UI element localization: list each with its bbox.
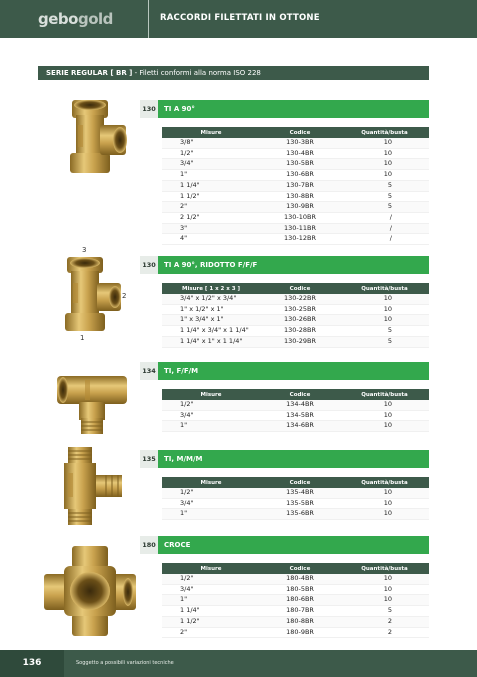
cell-size: 3/4" bbox=[162, 410, 260, 421]
section-header bbox=[140, 536, 429, 554]
section-title: CROCE bbox=[158, 536, 429, 554]
column-header-qty: Quantità/busta bbox=[340, 127, 429, 138]
cell-code: 180-8BR bbox=[260, 616, 340, 627]
cell-size: 2" bbox=[162, 627, 260, 638]
cell-qty: 10 bbox=[340, 315, 429, 326]
cell-qty: 5 bbox=[340, 191, 429, 202]
section-title: TI, M/M/M bbox=[158, 450, 429, 468]
cell-code: 180-5BR bbox=[260, 584, 340, 595]
cell-code: 130-22BR bbox=[260, 294, 340, 304]
cell-qty: 5 bbox=[340, 180, 429, 191]
column-header-size: Misure bbox=[162, 389, 260, 400]
cell-qty: 10 bbox=[340, 574, 429, 584]
cell-size: 4" bbox=[162, 234, 260, 245]
cell-code: 130-7BR bbox=[260, 180, 340, 191]
page-header bbox=[0, 0, 477, 38]
column-header-size: Misure bbox=[162, 127, 260, 138]
table-row bbox=[162, 627, 429, 638]
cell-qty: 10 bbox=[340, 170, 429, 181]
tee-ffm-fitting-image bbox=[55, 368, 130, 438]
tee-fitting-image bbox=[50, 95, 130, 180]
cell-qty: 10 bbox=[340, 584, 429, 595]
cell-qty: 2 bbox=[340, 627, 429, 638]
product-table bbox=[162, 389, 429, 432]
table-row bbox=[162, 498, 429, 509]
table-row bbox=[162, 234, 429, 245]
table-row bbox=[162, 421, 429, 432]
section-code: 130 bbox=[140, 100, 158, 118]
cell-size: 3/8" bbox=[162, 138, 260, 148]
cell-size: 2 1/2" bbox=[162, 212, 260, 223]
section-title: TI, F/F/M bbox=[158, 362, 429, 380]
section-header bbox=[140, 450, 429, 468]
footer-note: Soggetto a possibili variazioni tecniche bbox=[76, 660, 174, 666]
logo-right: gold bbox=[77, 10, 113, 28]
table-row bbox=[162, 326, 429, 337]
table-row bbox=[162, 606, 429, 617]
column-header-qty: Quantità/busta bbox=[340, 563, 429, 574]
column-header-qty: Quantità/busta bbox=[340, 389, 429, 400]
table-row bbox=[162, 488, 429, 498]
callout-1: 1 bbox=[80, 334, 85, 342]
cell-size: 1/2" bbox=[162, 148, 260, 159]
cell-size: 1" bbox=[162, 170, 260, 181]
table-row bbox=[162, 138, 429, 148]
cell-size: 1 1/4" x 3/4" x 1 1/4" bbox=[162, 326, 260, 337]
cell-size: 1 1/4" bbox=[162, 180, 260, 191]
table-header-row bbox=[162, 283, 429, 294]
series-banner bbox=[38, 66, 429, 80]
table-row bbox=[162, 202, 429, 213]
cell-size: 1/2" bbox=[162, 488, 260, 498]
cell-size: 2" bbox=[162, 202, 260, 213]
cell-qty: / bbox=[340, 234, 429, 245]
product-section bbox=[140, 450, 429, 518]
cell-size: 1 1/2" bbox=[162, 191, 260, 202]
cell-code: 130-26BR bbox=[260, 315, 340, 326]
cell-qty: 10 bbox=[340, 138, 429, 148]
cell-code: 130-4BR bbox=[260, 148, 340, 159]
cell-code: 134-5BR bbox=[260, 410, 340, 421]
cell-qty: 10 bbox=[340, 148, 429, 159]
table-header-row bbox=[162, 389, 429, 400]
cell-qty: 5 bbox=[340, 326, 429, 337]
cell-size: 1" x 3/4" x 1" bbox=[162, 315, 260, 326]
cell-qty: 5 bbox=[340, 336, 429, 347]
table-row bbox=[162, 191, 429, 202]
table-row bbox=[162, 410, 429, 421]
cell-qty: 10 bbox=[340, 509, 429, 520]
cell-qty: 10 bbox=[340, 159, 429, 170]
table-row bbox=[162, 400, 429, 410]
table-row bbox=[162, 148, 429, 159]
column-header-code: Codice bbox=[260, 477, 340, 488]
table-row bbox=[162, 616, 429, 627]
cross-fitting-image bbox=[42, 544, 137, 639]
cell-qty: 5 bbox=[340, 202, 429, 213]
cell-size: 1 1/4" x 1" x 1 1/4" bbox=[162, 336, 260, 347]
brand-logo bbox=[38, 10, 113, 28]
column-header-code: Codice bbox=[260, 283, 340, 294]
cell-size: 3/4" x 1/2" x 3/4" bbox=[162, 294, 260, 304]
cell-code: 130-11BR bbox=[260, 223, 340, 234]
cell-qty: 10 bbox=[340, 595, 429, 606]
cell-code: 135-6BR bbox=[260, 509, 340, 520]
page-number: 136 bbox=[0, 650, 64, 677]
cell-code: 130-6BR bbox=[260, 170, 340, 181]
cell-size: 1/2" bbox=[162, 574, 260, 584]
section-code: 180 bbox=[140, 536, 158, 554]
product-table bbox=[162, 127, 429, 245]
cell-code: 130-8BR bbox=[260, 191, 340, 202]
section-header bbox=[140, 100, 429, 118]
callout-3: 3 bbox=[82, 246, 87, 254]
cell-size: 1 1/4" bbox=[162, 606, 260, 617]
cell-code: 135-4BR bbox=[260, 488, 340, 498]
cell-size: 1" bbox=[162, 509, 260, 520]
product-table bbox=[162, 283, 429, 348]
table-row bbox=[162, 212, 429, 223]
cell-code: 180-9BR bbox=[260, 627, 340, 638]
product-table bbox=[162, 563, 429, 638]
cell-qty: 10 bbox=[340, 304, 429, 315]
cell-code: 134-6BR bbox=[260, 421, 340, 432]
cell-code: 130-3BR bbox=[260, 138, 340, 148]
column-header-code: Codice bbox=[260, 127, 340, 138]
tee-mmm-fitting-image bbox=[58, 445, 128, 530]
section-code: 134 bbox=[140, 362, 158, 380]
page-footer bbox=[0, 650, 477, 677]
column-header-code: Codice bbox=[260, 563, 340, 574]
table-row bbox=[162, 595, 429, 606]
logo-left: gebo bbox=[38, 10, 78, 28]
table-row bbox=[162, 584, 429, 595]
cell-size: 3/4" bbox=[162, 159, 260, 170]
cell-qty: 10 bbox=[340, 400, 429, 410]
table-row bbox=[162, 574, 429, 584]
reduced-tee-fitting-image bbox=[55, 255, 125, 335]
product-section bbox=[140, 256, 429, 345]
cell-code: 130-25BR bbox=[260, 304, 340, 315]
series-label: SERIE REGULAR [ BR ] bbox=[46, 69, 133, 77]
page-title: RACCORDI FILETTATI IN OTTONE bbox=[160, 13, 320, 23]
header-divider bbox=[148, 0, 149, 38]
cell-code: 180-7BR bbox=[260, 606, 340, 617]
cell-code: 130-5BR bbox=[260, 159, 340, 170]
cell-size: 1" bbox=[162, 421, 260, 432]
table-row bbox=[162, 180, 429, 191]
column-header-size: Misure bbox=[162, 563, 260, 574]
cell-qty: 10 bbox=[340, 421, 429, 432]
cell-qty: 10 bbox=[340, 498, 429, 509]
column-header-qty: Quantità/busta bbox=[340, 283, 429, 294]
callout-2: 2 bbox=[122, 292, 127, 300]
cell-code: 130-28BR bbox=[260, 326, 340, 337]
cell-size: 3/4" bbox=[162, 498, 260, 509]
section-header bbox=[140, 362, 429, 380]
table-row bbox=[162, 223, 429, 234]
cell-size: 3" bbox=[162, 223, 260, 234]
column-header-code: Codice bbox=[260, 389, 340, 400]
section-header bbox=[140, 256, 429, 274]
cell-code: 130-10BR bbox=[260, 212, 340, 223]
cell-size: 1" bbox=[162, 595, 260, 606]
cell-code: 134-4BR bbox=[260, 400, 340, 410]
cell-qty: 2 bbox=[340, 616, 429, 627]
cell-size: 1 1/2" bbox=[162, 616, 260, 627]
cell-size: 3/4" bbox=[162, 584, 260, 595]
cell-size: 1" x 1/2" x 1" bbox=[162, 304, 260, 315]
cell-qty: 10 bbox=[340, 294, 429, 304]
section-code: 130 bbox=[140, 256, 158, 274]
product-table bbox=[162, 477, 429, 520]
section-title: TI A 90°, RIDOTTO F/F/F bbox=[158, 256, 429, 274]
cell-qty: / bbox=[340, 212, 429, 223]
cell-qty: 5 bbox=[340, 606, 429, 617]
cell-qty: 10 bbox=[340, 488, 429, 498]
product-section bbox=[140, 362, 429, 430]
table-row bbox=[162, 170, 429, 181]
cell-code: 135-5BR bbox=[260, 498, 340, 509]
section-code: 135 bbox=[140, 450, 158, 468]
cell-code: 130-12BR bbox=[260, 234, 340, 245]
cell-code: 130-29BR bbox=[260, 336, 340, 347]
section-title: TI A 90° bbox=[158, 100, 429, 118]
table-row bbox=[162, 336, 429, 347]
table-header-row bbox=[162, 477, 429, 488]
product-section bbox=[140, 536, 429, 636]
column-header-size: Misure bbox=[162, 477, 260, 488]
table-header-row bbox=[162, 127, 429, 138]
table-row bbox=[162, 294, 429, 304]
column-header-size: Misure [ 1 x 2 x 3 ] bbox=[162, 283, 260, 294]
product-section bbox=[140, 100, 429, 243]
cell-qty: / bbox=[340, 223, 429, 234]
table-row bbox=[162, 315, 429, 326]
table-row bbox=[162, 159, 429, 170]
cell-size: 1/2" bbox=[162, 400, 260, 410]
cell-code: 130-9BR bbox=[260, 202, 340, 213]
cell-qty: 10 bbox=[340, 410, 429, 421]
series-description: - Filetti conformi alla norma ISO 228 bbox=[132, 69, 261, 77]
cell-code: 180-4BR bbox=[260, 574, 340, 584]
table-row bbox=[162, 304, 429, 315]
column-header-qty: Quantità/busta bbox=[340, 477, 429, 488]
cell-code: 180-6BR bbox=[260, 595, 340, 606]
table-row bbox=[162, 509, 429, 520]
table-header-row bbox=[162, 563, 429, 574]
